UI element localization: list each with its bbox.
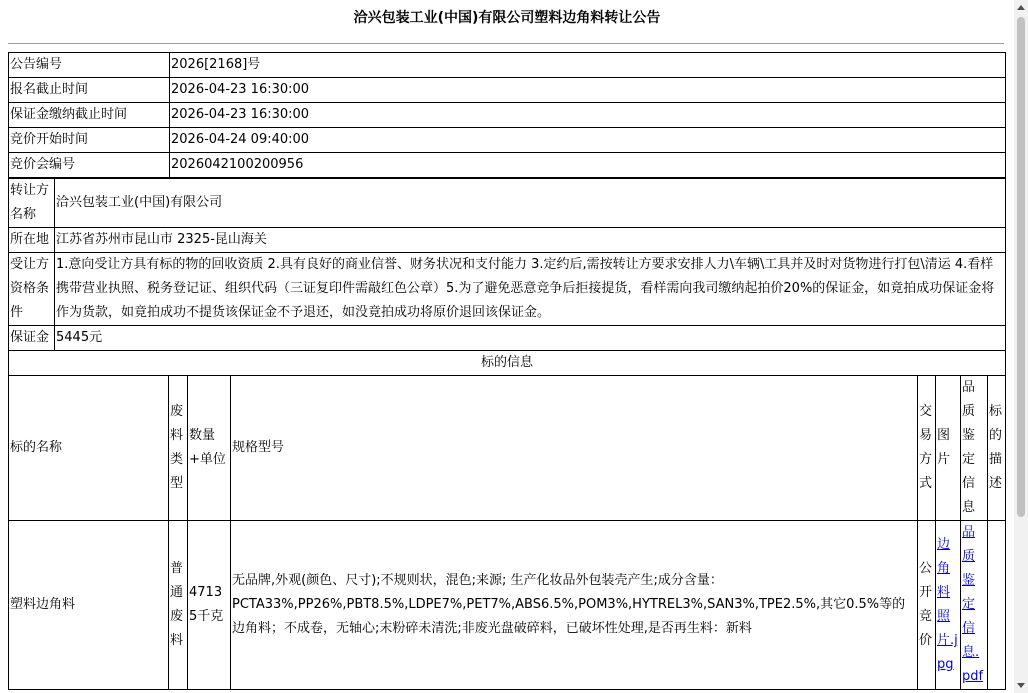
- deposit-label: 保证金: [9, 326, 55, 351]
- header-trade-mode: 交易方式: [918, 376, 936, 521]
- scroll-up-arrow-icon[interactable]: [1017, 5, 1025, 10]
- info-row-notice-number: [9, 53, 1006, 78]
- header-image: 图片: [936, 376, 961, 521]
- transferor-name-label: 转让方名称: [9, 179, 55, 228]
- location-value: 江苏省苏州市昆山市 2325-昆山海关: [55, 228, 1006, 253]
- announcement-info-table: [8, 52, 1006, 178]
- quality-report-link[interactable]: 品质鉴定信息.pdf: [962, 525, 984, 684]
- subject-quality-cell: [961, 521, 988, 690]
- deposit-row: [9, 326, 1006, 351]
- subject-info-table: [8, 350, 1006, 690]
- subject-name: 塑料边角料: [9, 521, 169, 690]
- header-subject-name: 标的名称: [9, 376, 169, 521]
- subject-section-title: 标的信息: [9, 351, 1006, 376]
- subject-spec: 无品牌,外观(颜色、尺寸);不规则状，混色;来源; 生产化妆品外包装壳产生;成分含量：PCTA33%,PP26%,PBT8.5%,LDPE7%,PET7%,ABS6.5%,POM3%,HYTREL3%,SAN3%,TPE2.5%,其它0.5%等的边角料；不成卷，无轴心;末粉碎未清洗;非废光盘破碎料，已破坏性处理,是否再生料：新料: [231, 521, 918, 690]
- info-label: 报名截止时间: [9, 78, 170, 103]
- info-value: 2026[2168]号: [170, 53, 1006, 78]
- deposit-value: 5445元: [55, 326, 1006, 351]
- subject-row: [9, 521, 1006, 690]
- subject-description: [988, 521, 1006, 690]
- info-row-auction-number: [9, 153, 1006, 178]
- transferor-location-row: [9, 228, 1006, 253]
- subject-header-row: [9, 376, 1006, 521]
- subject-trade-mode: 公开竞价: [918, 521, 936, 690]
- header-spec: 规格型号: [231, 376, 918, 521]
- page-title: 洽兴包装工业(中国)有限公司塑料边角料转让公告: [353, 10, 661, 26]
- vertical-scrollbar[interactable]: [1014, 0, 1028, 693]
- scroll-down-arrow-icon[interactable]: [1017, 683, 1025, 688]
- info-value: 2026-04-23 16:30:00: [170, 78, 1006, 103]
- transferor-table: [8, 178, 1006, 351]
- header-quality: 品质鉴定信息: [961, 376, 988, 521]
- info-value: 2026042100200956: [170, 153, 1006, 178]
- subject-waste-type: 普通废料: [169, 521, 188, 690]
- qualification-value: 1.意向受让方具有标的物的回收资质 2.具有良好的商业信誉、财务状况和支付能力 3.定约后,需按转让方要求安排人力\车辆\工具并及时对货物进行打包\清运 4.看样携带营业执照、税务登记证、组织代码（三证复印件需敲红色公章）5.为了避免恶意竞争后拒接提货，看样需向我司缴纳起拍价20%的保证金，如竟拍成功保证金将作为货款，如竟拍成功不提货该保证金不予退还，如没竟拍成功将原价退回该保证金。: [55, 253, 1006, 326]
- info-value: 2026-04-24 09:40:00: [170, 128, 1006, 153]
- qualification-row: [9, 253, 1006, 326]
- subject-image-cell: [936, 521, 961, 690]
- header-quantity: 数量+单位: [188, 376, 231, 521]
- info-label: 公告编号: [9, 53, 170, 78]
- info-value: 2026-04-23 16:30:00: [170, 103, 1006, 128]
- subject-section-header: [9, 351, 1006, 376]
- qualification-label: 受让方资格条件: [9, 253, 55, 326]
- location-label: 所在地: [9, 228, 55, 253]
- info-label: 保证金缴纳截止时间: [9, 103, 170, 128]
- info-row-registration-deadline: [9, 78, 1006, 103]
- transferor-name-value: 洽兴包装工业(中国)有限公司: [55, 179, 1006, 228]
- title-divider: [8, 43, 1004, 44]
- scrollbar-thumb[interactable]: [1017, 17, 1025, 517]
- header-waste-type: 废料类型: [169, 376, 188, 521]
- subject-quantity: 47135千克: [188, 521, 231, 690]
- info-label: 竞价会编号: [9, 153, 170, 178]
- image-download-link[interactable]: 边角料照片.jpg: [937, 537, 958, 672]
- header-description: 标的描述: [988, 376, 1006, 521]
- info-row-bidding-start: [9, 128, 1006, 153]
- info-row-deposit-deadline: [9, 103, 1006, 128]
- info-label: 竞价开始时间: [9, 128, 170, 153]
- transferor-name-row: [9, 179, 1006, 228]
